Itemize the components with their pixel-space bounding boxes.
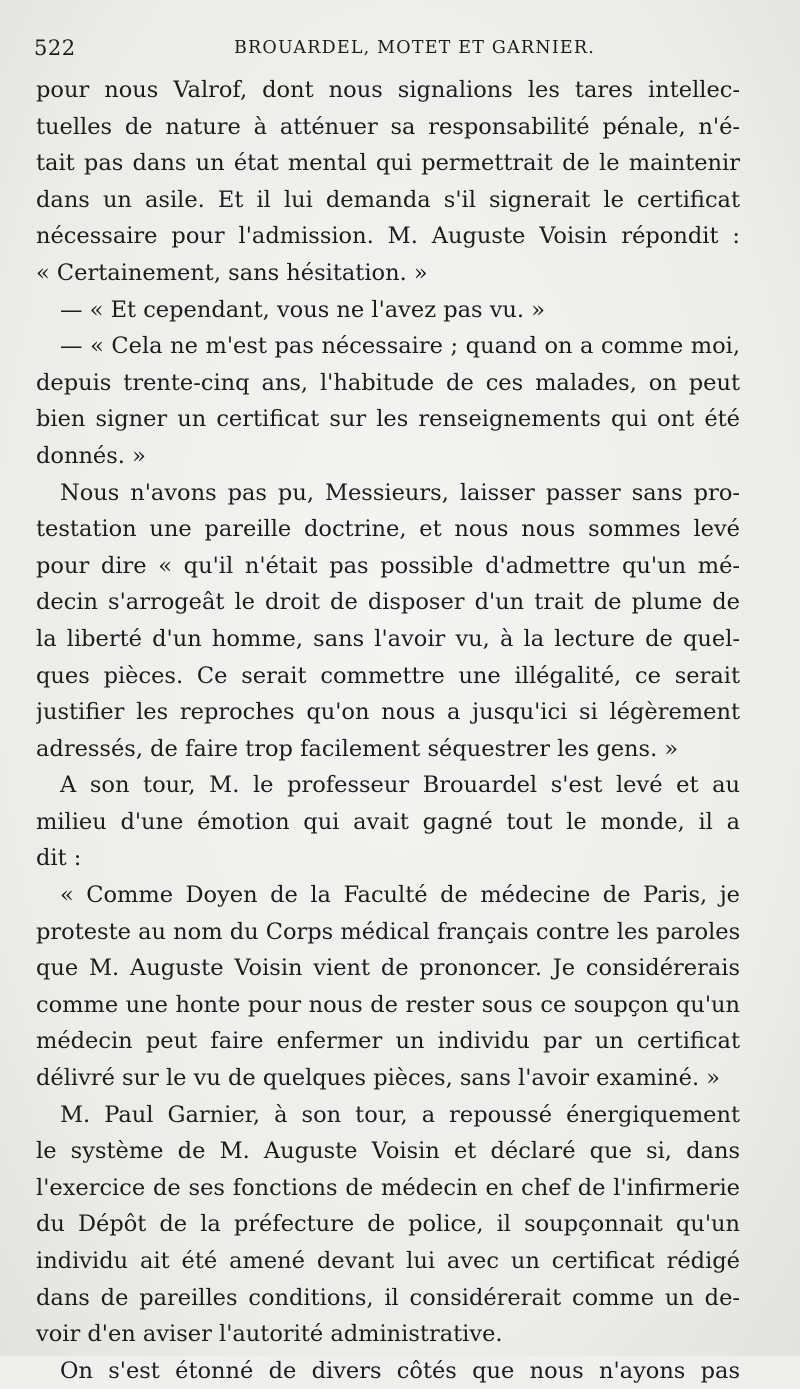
text-line: tait pas dans un état mental qui permettrait de le maintenir [36, 150, 740, 177]
text-line: du Dépôt de la préfecture de police, il soupçonnait qu'un [36, 1211, 740, 1238]
text-line: pour dire « qu'il n'était pas possible d'admettre qu'un mé- [36, 552, 740, 579]
text-line: individu ait été amené devant lui avec un certificat rédigé [36, 1248, 740, 1274]
text-line: depuis trente-cinq ans, l'habitude de ces malades, on peut [36, 369, 740, 396]
text-line: médecin peut faire enfermer un individu par un certificat [36, 1028, 740, 1055]
text-line: dit : [36, 845, 82, 872]
text-line: decin s'arrogeât le droit de disposer d'un trait de plume de [36, 589, 740, 616]
page-header [34, 36, 742, 66]
text-line: — « Et cependant, vous ne l'avez pas vu. » [60, 296, 545, 323]
text-line: adressés, de faire trop facilement séquestrer les gens. » [36, 735, 679, 762]
text-line: « Comme Doyen de la Faculté de médecine de Paris, je [60, 882, 740, 909]
text-line: dans un asile. Et il lui demanda s'il signerait le certificat [36, 186, 740, 213]
text-line: justifier les reproches qu'on nous a jusqu'ici si légèrement [36, 699, 740, 726]
text-line: nécessaire pour l'admission. M. Auguste Voisin répondit : [36, 223, 740, 250]
page-number: 522 [34, 36, 76, 60]
text-line: proteste au nom du Corps médical français contre les paroles [36, 918, 740, 945]
running-head: BROUARDEL, MOTET ET GARNIER. [234, 38, 596, 58]
text-line: milieu d'une émotion qui avait gagné tout le monde, il a [36, 808, 740, 835]
text-line: l'exercice de ses fonctions de médecin en chef de l'infirmerie [36, 1174, 740, 1201]
text-line: le système de M. Auguste Voisin et déclaré que si, dans [36, 1138, 740, 1165]
text-line: dans de pareilles conditions, il considérerait comme un de- [36, 1284, 740, 1311]
text-line: testation une pareille doctrine, et nous nous sommes levé [36, 516, 740, 543]
text-line: tuelles de nature à atténuer sa responsabilité pénale, n'é- [36, 113, 740, 140]
text-line: comme une honte pour nous de rester sous ce soupçon qu'un [36, 991, 740, 1018]
text-line: On s'est étonné de divers côtés que nous n'ayons pas [60, 1357, 740, 1384]
text-line: que M. Auguste Voisin vient de prononcer. Je considérerais [36, 955, 740, 982]
body-text [36, 72, 740, 1389]
text-line: bien signer un certificat sur les renseignements qui ont été [36, 406, 740, 433]
text-line: Nous n'avons pas pu, Messieurs, laisser passer sans pro- [60, 479, 740, 506]
text-line: voir d'en aviser l'autorité administrative. [36, 1321, 503, 1348]
text-line: M. Paul Garnier, à son tour, a repoussé énergiquement [60, 1101, 740, 1128]
text-line: donnés. » [36, 442, 146, 469]
text-line: la liberté d'un homme, sans l'avoir vu, à la lecture de quel- [36, 625, 740, 652]
text-line: — « Cela ne m'est pas nécessaire ; quand on a comme moi, [60, 333, 740, 360]
text-line: « Certainement, sans hésitation. » [36, 259, 428, 286]
text-line: A son tour, M. le professeur Brouardel s'est levé et au [60, 772, 740, 799]
text-line: délivré sur le vu de quelques pièces, sans l'avoir examiné. » [36, 1065, 721, 1092]
text-line: pour nous Valrof, dont nous signalions les tares intellec- [36, 77, 740, 103]
text-line: ques pièces. Ce serait commettre une illégalité, ce serait [36, 662, 740, 689]
